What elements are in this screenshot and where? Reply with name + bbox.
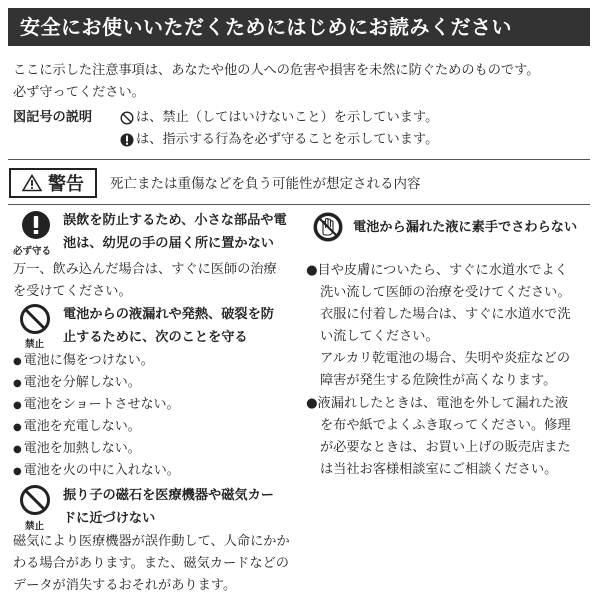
- item3-body-1: 磁気により医療機器が誤作動して、人命にかか: [13, 534, 290, 549]
- prohibit-icon: [19, 484, 51, 516]
- right-p1-line: ●目や皮膚についたら、すぐに水道水でよく: [306, 263, 568, 278]
- bullet-item: ● 電池をショートさせない。: [13, 394, 179, 417]
- bullet-item: ● 電池を充電しない。: [13, 416, 141, 439]
- warning-description: 死亡または重傷などを負う可能性が想定される内容: [110, 176, 421, 192]
- right-p2-line: は当社お客様相談室にご相談ください。: [320, 462, 558, 477]
- intro-line-1: ここに示した注意事項は、あなたや他の人への危害や損害を未然に防ぐためのものです。: [13, 63, 540, 78]
- right-p1-line: アルカリ乾電池の場合、失明や炎症などの: [320, 351, 571, 366]
- bullet-item: ● 電池を加熱しない。: [13, 438, 141, 461]
- right-p1-line: 洗い流して医師の治療を受けてください。: [320, 285, 571, 300]
- item2-heading-1: 電池からの液漏れや発熱、破裂を防: [63, 307, 274, 322]
- no-touch-icon: [312, 211, 344, 243]
- prohibit-caption-2: 禁止: [25, 521, 45, 532]
- mandatory-icon: [21, 210, 51, 240]
- bullet-item: ● 電池を分解しない。: [13, 372, 141, 395]
- prohibit-small-icon: [120, 111, 134, 125]
- item1-body-1: 万一、飲み込んだ場合は、すぐに医師の治療: [13, 262, 277, 277]
- intro-line-2: 必ず守ってください。: [13, 85, 145, 100]
- item2-heading-2: 止するために、次のことを守る: [63, 330, 248, 345]
- page-title: 安全にお使いいただくためにはじめにお読みください: [8, 8, 590, 46]
- legend-prohibit-text: は、禁止（してはいけないこと）を示しています。: [136, 110, 439, 125]
- bullet-item: ● 電池を火の中に入れない。: [13, 460, 180, 483]
- bullet-item: ● 電池に傷をつけない。: [13, 350, 154, 373]
- prohibit-caption-1: 禁止: [25, 339, 45, 350]
- item1-heading-2: 池は、幼児の手の届く所に置かない: [63, 236, 274, 251]
- legend-mandatory-text: は、指示する行為を必ず守ることを示しています。: [136, 132, 439, 147]
- prohibit-icon: [19, 303, 51, 335]
- mandatory-small-icon: [120, 133, 134, 147]
- right-p1-line: い流してください。: [320, 329, 439, 344]
- right-p2-line: を布や紙でよくふき取ってください。修理: [320, 418, 571, 433]
- item3-heading-2: ドに近づけない: [63, 511, 156, 526]
- right-p2-line: が必要なときは、お買い上げの販売店また: [320, 440, 571, 455]
- warning-triangle-icon: [22, 174, 42, 192]
- warning-badge: [9, 168, 97, 198]
- item3-body-3: データが消失するおそれがあります。: [13, 578, 237, 593]
- divider-bottom: [8, 204, 590, 205]
- item1-body-2: を受けてください。: [13, 284, 132, 299]
- item3-heading-1: 振り子の磁石を医療機器や磁気カー: [63, 488, 274, 503]
- right-heading: 電池から漏れた液に素手でさわらない: [353, 220, 578, 235]
- right-p2-line: ●液漏れしたときは、電池を外して漏れた液: [306, 396, 569, 411]
- divider-top: [8, 159, 590, 160]
- mandatory-caption: 必ず守る: [13, 246, 52, 257]
- item3-body-2: わる場合があります。また、磁気カードなどの: [13, 556, 289, 571]
- warning-label: 警告: [48, 174, 84, 195]
- right-p1-line: 衣服に付着した場合は、すぐに水道水で洗: [320, 307, 571, 322]
- item1-heading-1: 誤飲を防止するため、小さな部品や電: [63, 213, 287, 228]
- legend-heading: 図記号の説明: [13, 110, 93, 125]
- right-p1-line: 障害が発生する危険性が高くなります。: [320, 373, 557, 388]
